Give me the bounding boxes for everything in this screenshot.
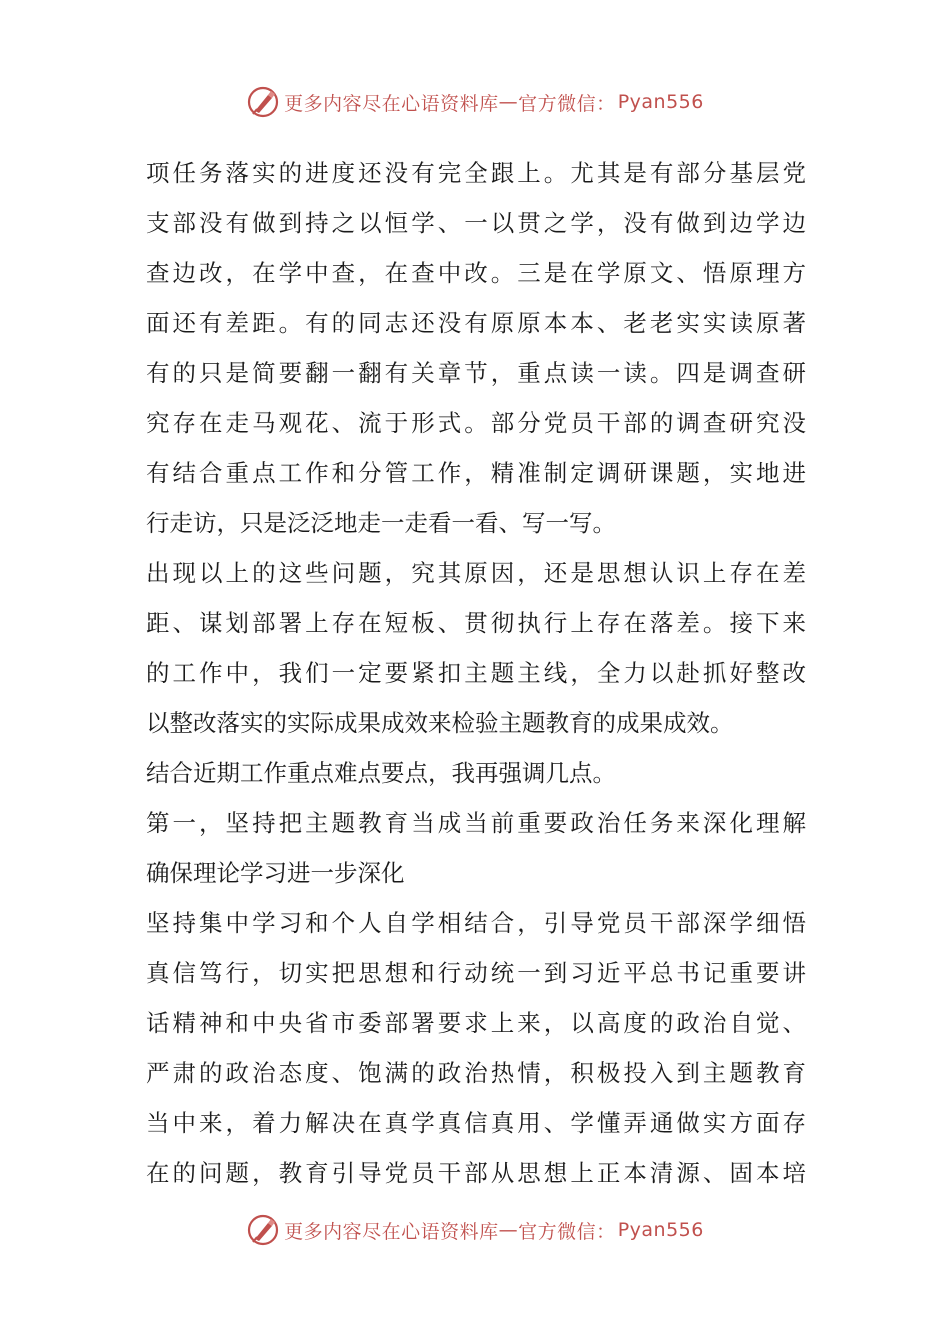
text-line: 究存在走马观花、流于形式。部分党员干部的调查研究没 (146, 409, 806, 437)
banner-dash: — (498, 91, 519, 113)
text-line: 真信笃行，切实把思想和行动统一到习近平总书记重要讲 (146, 959, 806, 987)
text-line: 当中来，着力解决在真学真信真用、学懂弄通做实方面存 (146, 1109, 806, 1137)
text-line: 支部没有做到持之以恒学、一以贯之学，没有做到边学边 (146, 209, 806, 237)
banner-wechat-id: Pyan556 (617, 1219, 704, 1241)
banner-dash: — (498, 1219, 519, 1241)
pen-nib-icon (246, 1213, 280, 1247)
section-heading-line: 确保理论学习进一步深化 (146, 859, 405, 887)
banner-wechat-id: Pyan556 (617, 91, 704, 113)
text-line: 查边改，在学中查，在查中改。三是在学原文、悟原理方 (146, 259, 806, 287)
text-line: 面还有差距。有的同志还没有原原本本、老老实实读原著 (146, 309, 806, 337)
document-body (146, 148, 806, 1198)
text-line: 的工作中，我们一定要紧扣主题主线，全力以赴抓好整改 (146, 659, 806, 687)
banner-wechat-label: 官方微信： (518, 1220, 616, 1243)
header-watermark-banner (0, 82, 950, 122)
footer-watermark-banner (0, 1210, 950, 1250)
text-line: 有的只是简要翻一翻有关章节，重点读一读。四是调查研 (146, 359, 806, 387)
text-line: 严肃的政治态度、饱满的政治热情，积极投入到主题教育 (146, 1059, 806, 1087)
banner-wechat-label: 官方微信： (518, 92, 616, 115)
text-line: 以整改落实的实际成果成效来检验主题教育的成果成效。 (146, 709, 734, 737)
text-line: 结合近期工作重点难点要点，我再强调几点。 (146, 759, 616, 787)
text-line: 行走访，只是泛泛地走一走看一看、写一写。 (146, 509, 616, 537)
text-line: 项任务落实的进度还没有完全跟上。尤其是有部分基层党 (146, 159, 806, 187)
banner-text: 更多内容尽在心语资料库 (284, 1220, 499, 1243)
banner-text: 更多内容尽在心语资料库 (284, 92, 499, 115)
text-line: 话精神和中央省市委部署要求上来，以高度的政治自觉、 (146, 1009, 806, 1037)
text-line: 有结合重点工作和分管工作，精准制定调研课题，实地进 (146, 459, 806, 487)
text-line: 坚持集中学习和个人自学相结合，引导党员干部深学细悟 (146, 909, 806, 937)
section-heading-line: 第一，坚持把主题教育当成当前重要政治任务来深化理解 (146, 809, 806, 837)
text-line: 在的问题，教育引导党员干部从思想上正本清源、固本培 (146, 1159, 806, 1187)
text-line: 距、谋划部署上存在短板、贯彻执行上存在落差。接下来 (146, 609, 806, 637)
text-line: 出现以上的这些问题，究其原因，还是思想认识上存在差 (146, 559, 806, 587)
pen-nib-icon (246, 85, 280, 119)
